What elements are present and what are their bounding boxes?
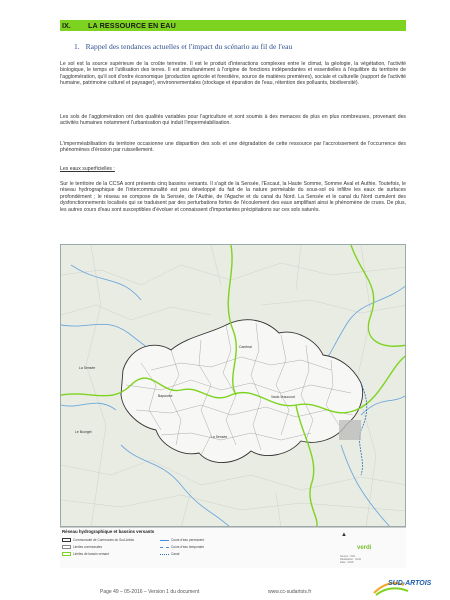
legend-item-ccsa	[62, 538, 134, 542]
source-line-1: Source : IGN	[340, 555, 355, 558]
paragraph-impermeabilisation: L'imperméabilisation du territoire occasionne une disparition des sols et une dégradation de cette ressource par l'accroissement de l'occurrence des phénomènes d'érosion par ruissellement.	[60, 141, 406, 154]
paragraph-eaux-superficielles: Sur le territoire de la CCSA sont présents cinq bassins versants. Il s'agit de la Sensée, l'Escaut, la Haute Somme, Somme Aval et Authie. Toutefois, le réseau hydrographique de l'intercommunalité est peu développé du fait de la nature perméable du sous-sol où infiltre les eaux de surfaces profondément ; le réseau se compose de la Sensée, de l'Authie, de l'Agache et du canal du Nord. La Sensée et le canal du Nord cumulent des dysfonctionnements localisés qui se traduisent par des perturbations fortes de l'écoulement des eaux amplifiant ainsi le phénomène de crues. De plus, les autres cours d'eau sont susceptibles d'évoluer et connaissent d'importantes précipitations sur ces sols saturés.	[60, 181, 406, 213]
source-line-2: Réalisation : Verdi	[340, 558, 361, 562]
paragraph-sol: Le sol est la source supérieure de la croûte terrestre. Il est le produit d'interactions complexes entre le climat, la géologie, la végétation, l'activité biologique, le temps et l'utilisation des terres. Il est simultanément à l'origine de fonctions indépendantes et essentielles à l'équilibre du territoire de l'agglomération, qu'il soit d'ordre économique (production agricole et forestière, source de matières premières), sociale et culturelle (support de l'activité humaine, patrimoine culturel et paysager), environnementales (stockage et épuration de l'eau, rétention des polluants, biodiversité).	[60, 61, 406, 87]
legend-title: Réseau hydrographique et bassins versants	[62, 529, 155, 534]
source-line-3: Date : 2016	[340, 561, 354, 565]
subsection-number: 1.	[74, 42, 80, 51]
compass-icon: ▲	[341, 532, 347, 538]
legend-swatch-temporary	[160, 547, 169, 548]
label-place-6: La Sensée	[211, 435, 228, 439]
subsection-text: Rappel des tendances actuelles et l'impact du scénario au fil de l'eau	[85, 42, 293, 51]
paragraph-agglomeration: Les sols de l'agglomération ont des qualités variables pour l'agriculture et sont soumis à des menaces de plus en plus nombreuses, provenant des activités humaines notamment l'urbanisation qui induit l'imperméabilisation.	[60, 114, 406, 127]
label-place-5: Bapaume	[158, 394, 173, 398]
subsection-title	[74, 42, 292, 51]
label-place-2: Le Bourget	[75, 430, 92, 434]
legend-item-temporary	[160, 545, 204, 549]
legend-item-permanent	[160, 538, 204, 542]
footer-page-info: Page 49 – 05-2016 – Version 1 du document	[100, 589, 200, 595]
legend-item-canal	[160, 552, 179, 556]
label-place-1: La Sensée	[79, 366, 96, 370]
legend-swatch-permanent	[160, 540, 169, 541]
legend-swatch-ccsa	[62, 538, 71, 542]
section-title: LA RESSOURCE EN EAU	[88, 21, 176, 30]
legend-label-basin: Limites de bassin versant	[73, 552, 109, 556]
legend-swatch-basin	[62, 552, 71, 556]
section-header-bar	[60, 20, 406, 31]
shaded-area	[339, 420, 361, 440]
legend-swatch-communes	[62, 545, 71, 549]
verdi-logo: verdi	[357, 545, 372, 551]
section-number: IX.	[62, 21, 71, 30]
logo-text: SUD-ARTOIS	[388, 580, 432, 587]
label-place-3: Cambrai	[239, 345, 252, 349]
map-source-note	[340, 555, 390, 565]
surface-water-heading: Les eaux superficielles :	[60, 166, 115, 172]
legend-swatch-canal	[160, 554, 169, 555]
footer-url[interactable]: www.cc-sudartois.fr	[268, 589, 312, 595]
legend-label-ccsa: Communauté de Communes du Sud-Artois	[73, 538, 134, 542]
legend-item-communes	[62, 545, 102, 549]
legend-label-canal: Canal	[171, 552, 180, 556]
hydrographic-map	[60, 244, 406, 527]
legend-label-temporary: Cours d'eau temporaire	[171, 545, 205, 549]
label-place-4: Vaulx-Vraucourt	[271, 395, 295, 399]
map-svg	[61, 245, 406, 527]
legend-label-communes: Limites communales	[73, 545, 103, 549]
legend-item-basin	[62, 552, 109, 556]
legend-label-permanent: Cours d'eau permanent	[171, 538, 205, 542]
